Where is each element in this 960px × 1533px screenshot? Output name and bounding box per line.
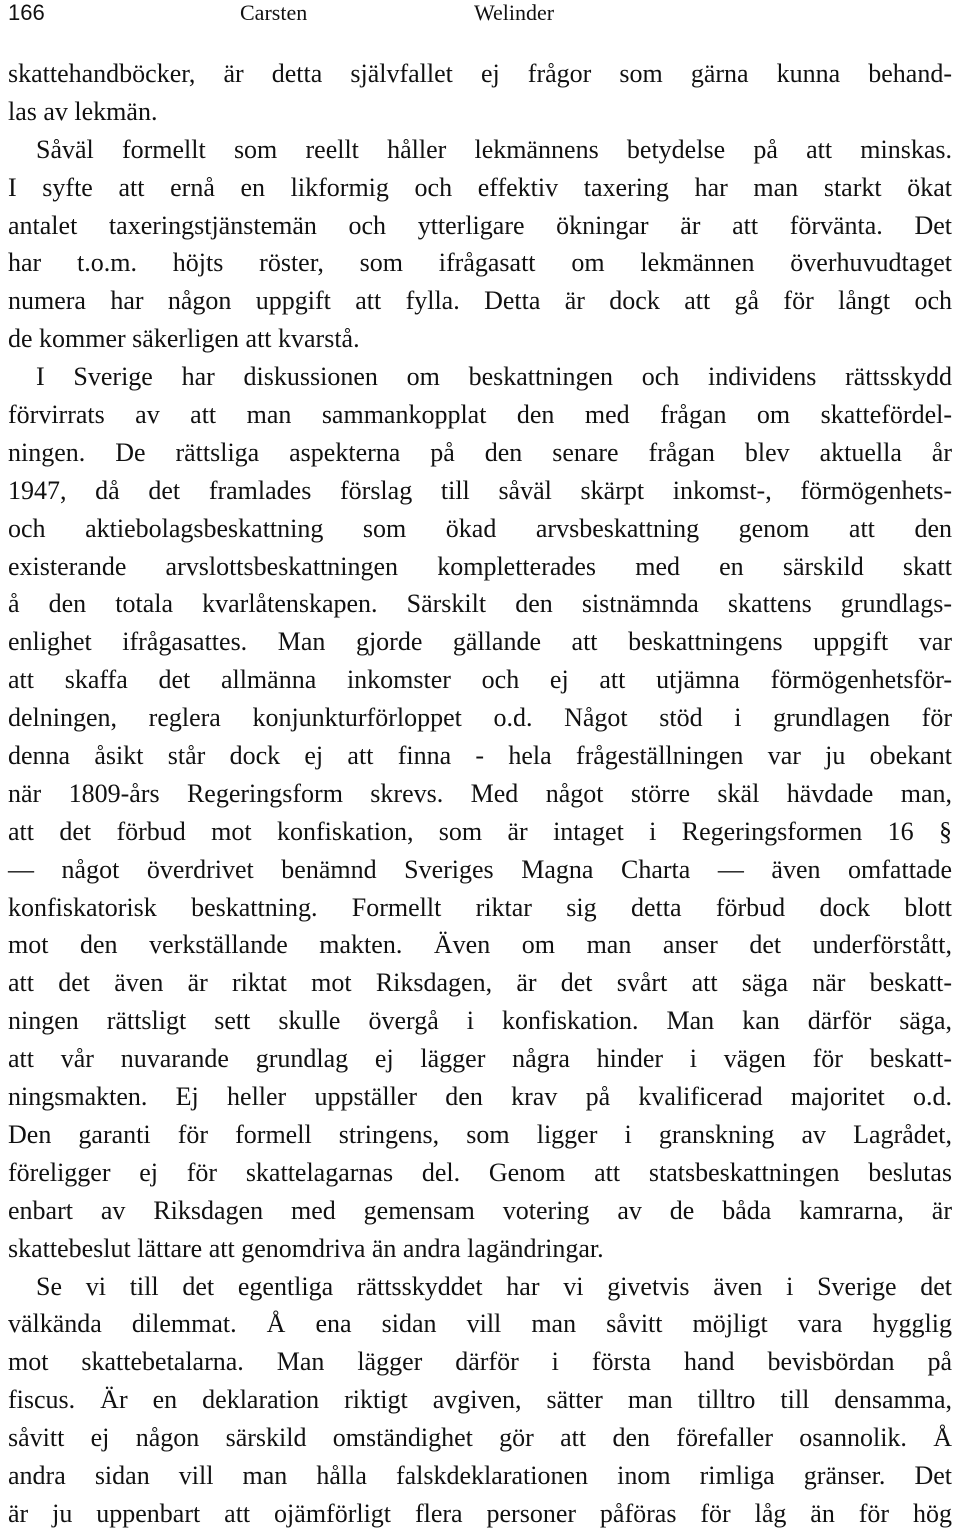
text-line: konfiskatorisk beskattning. Formellt riktar sig detta förbud dock blott: [8, 892, 952, 922]
text-line: Se vi till det egentliga rättsskyddet har vi givetvis även i Sverige det: [36, 1271, 952, 1301]
page-number: 166: [8, 0, 45, 25]
text-line: Såväl formellt som reellt håller lekmännens betydelse på att minskas.: [36, 134, 952, 164]
text-line: ningen. De rättsliga aspekterna på den senare frågan blev aktuella år: [8, 437, 952, 467]
text-line: — något överdrivet benämnd Sveriges Magna Charta — även omfattade: [8, 854, 952, 884]
text-line: såvitt ej någon särskild omständighet gör att den förefaller osannolik. Å: [8, 1423, 952, 1453]
text-line: och aktiebolagsbeskattning som ökad arvsbeskattning genom att den: [8, 513, 952, 543]
text-line: att vår nuvarande grundlag ej lägger några hinder i vägen för beskatt-: [8, 1044, 952, 1074]
text-line: fiscus. Är en deklaration riktigt avgiven, sätter man tilltro till densamma,: [8, 1385, 952, 1415]
text-line: las av lekmän.: [8, 96, 158, 126]
text-line: numera har någon uppgift att fylla. Detta är dock att gå för långt och: [8, 286, 952, 316]
text-line: ningen rättsligt sett skulle övergå i konfiskation. Man kan därför säga,: [8, 1006, 952, 1036]
text-line: 1947, då det framlades förslag till såväl skärpt inkomst-, förmögenhets-: [8, 475, 952, 505]
text-line: antalet taxeringstjänstemän och ytterligare ökningar är att förvänta. Det: [8, 210, 952, 240]
text-line: I Sverige har diskussionen om beskattningen och individens rättsskydd: [36, 362, 952, 392]
text-line: är ju uppenbart att ojämförligt flera personer påföras för låg än för hög: [8, 1498, 952, 1528]
text-line: å den totala kvarlåtenskapen. Särskilt den sistnämnda skattens grundlags-: [8, 589, 952, 619]
body-text: [8, 55, 952, 1533]
text-line: mot den verkställande makten. Även om man anser det underförstått,: [8, 930, 952, 960]
running-head-author-last: Welinder: [474, 0, 555, 25]
text-line: att det även är riktat mot Riksdagen, är det svårt att säga när beskatt-: [8, 968, 952, 998]
text-line: har t.o.m. höjts röster, som ifrågasatt om lekmännen överhuvudtaget: [8, 248, 952, 278]
text-line: Den garanti för formell stringens, som ligger i granskning av Lagrådet,: [8, 1119, 952, 1149]
text-line: andra sidan vill man hålla falskdeklarationen inom rimliga gränser. Det: [8, 1460, 952, 1490]
text-line: att det förbud mot konfiskation, som är intaget i Regeringsformen 16 §: [8, 816, 952, 846]
text-line: I syfte att ernå en likformig och effektiv taxering har man starkt ökat: [8, 172, 952, 202]
text-line: existerande arvslottsbeskattningen kompletterades med en särskild skatt: [8, 551, 952, 581]
running-head-author-first: Carsten: [240, 0, 308, 25]
text-line: mot skattebetalarna. Man lägger därför i första hand bevisbördan på: [8, 1347, 952, 1377]
text-line: föreligger ej för skattelagarnas del. Genom att statsbeskattningen beslutas: [8, 1157, 952, 1187]
text-line: enlighet ifrågasattes. Man gjorde gällande att beskattningens uppgift var: [8, 627, 952, 657]
text-line: välkända dilemmat. Å ena sidan vill man såvitt möjligt vara hygglig: [8, 1309, 952, 1339]
text-line: delningen, reglera konjunkturförloppet o.d. Något stöd i grundlagen för: [8, 703, 952, 733]
text-line: skattebeslut lättare att genomdriva än andra lagändringar.: [8, 1233, 604, 1263]
text-line: när 1809-års Regeringsform skrevs. Med något större skäl hävdade man,: [8, 778, 952, 808]
text-line: förvirrats av att man sammankopplat den med frågan om skattefördel-: [8, 400, 952, 430]
text-line: skattehandböcker, är detta självfallet ej frågor som gärna kunna behand-: [8, 59, 952, 88]
text-line: enbart av Riksdagen med gemensam votering av de båda kamrarna, är: [8, 1195, 952, 1225]
text-line: de kommer säkerligen att kvarstå.: [8, 324, 360, 354]
text-line: denna åsikt står dock ej att finna - hela frågeställningen var ju obekant: [8, 741, 952, 771]
text-line: att skaffa det allmänna inkomster och ej att utjämna förmögenhetsför-: [8, 665, 952, 695]
text-line: ningsmakten. Ej heller uppställer den krav på kvalificerad majoritet o.d.: [8, 1082, 952, 1112]
page-header: [8, 0, 608, 32]
